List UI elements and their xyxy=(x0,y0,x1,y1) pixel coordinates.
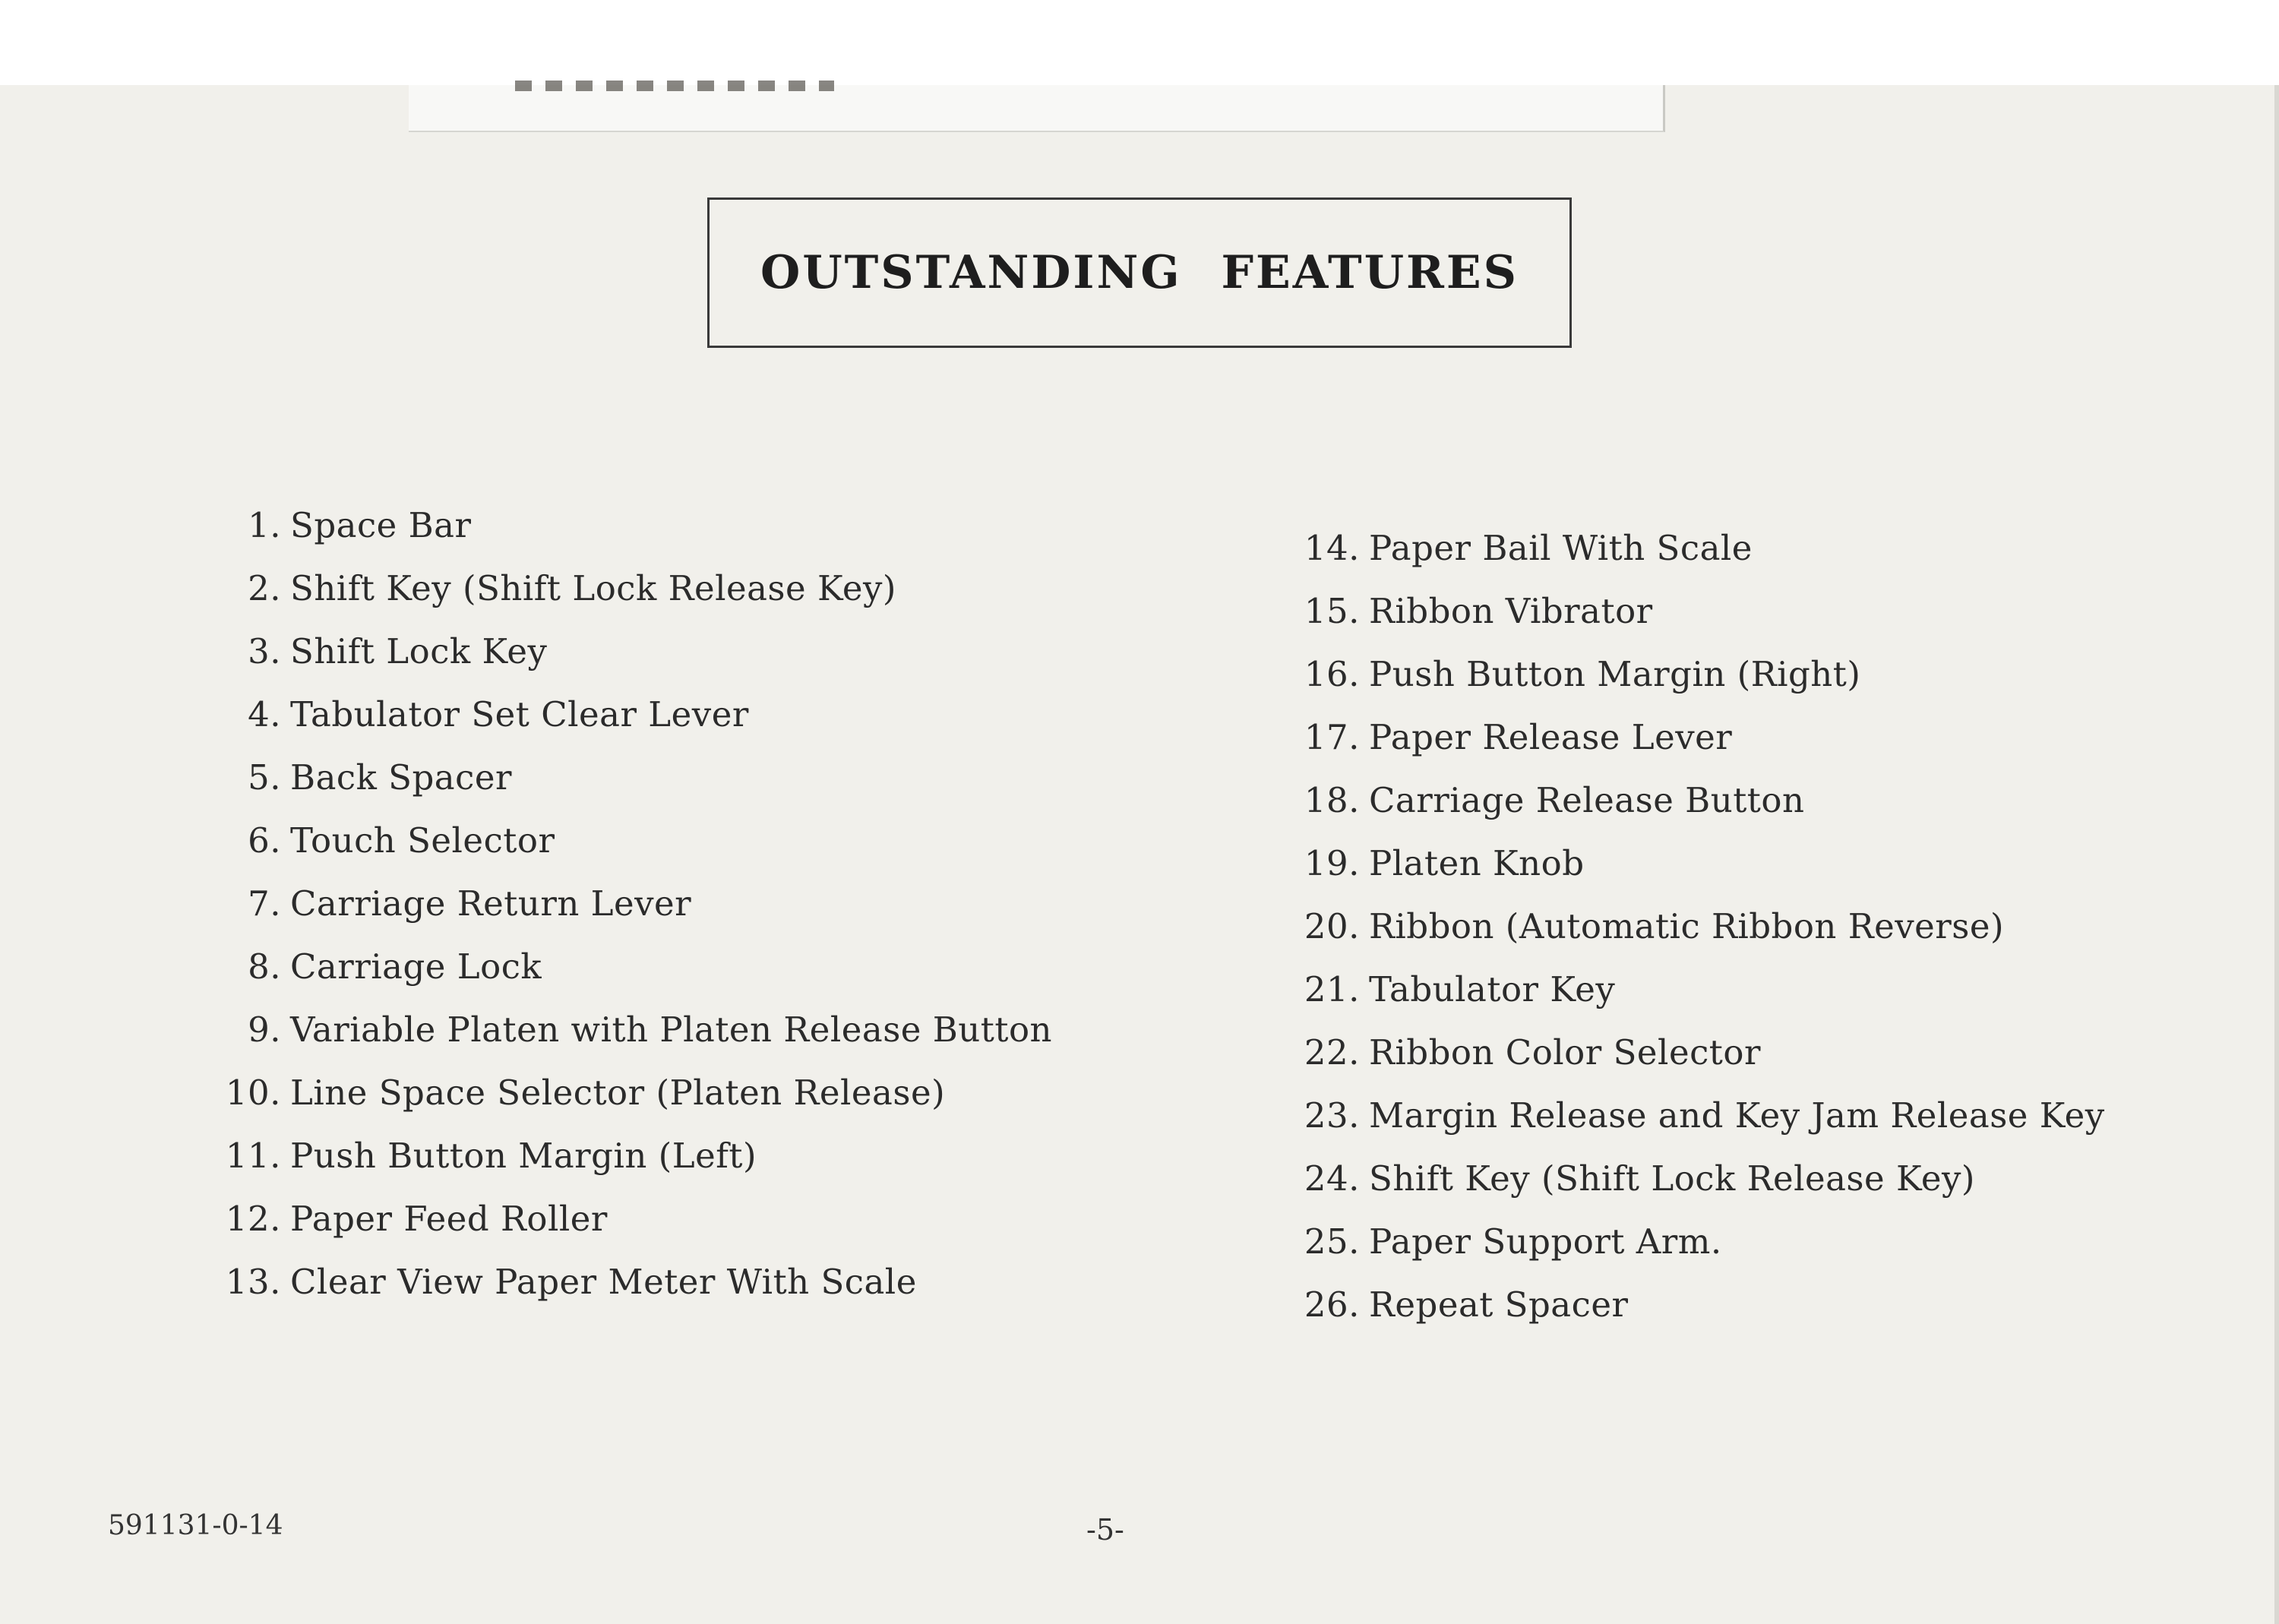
feature-label: Line Space Selector (Platen Release) xyxy=(290,1073,946,1113)
feature-label: Space Bar xyxy=(290,505,472,545)
feature-item xyxy=(1291,832,2105,895)
feature-label: Carriage Lock xyxy=(290,946,542,987)
feature-item xyxy=(1291,1273,2105,1336)
feature-item xyxy=(1291,580,2105,643)
feature-number: 26. xyxy=(1304,1284,1360,1325)
feature-item xyxy=(1291,643,2105,706)
feature-item xyxy=(213,1124,1052,1187)
feature-number: 8. xyxy=(248,946,281,987)
feature-number: 20. xyxy=(1304,906,1360,946)
feature-item xyxy=(213,998,1052,1061)
feature-number: 22. xyxy=(1304,1032,1360,1073)
feature-label: Ribbon (Automatic Ribbon Reverse) xyxy=(1369,906,2005,946)
feature-number: 3. xyxy=(248,631,281,671)
feature-item xyxy=(213,1187,1052,1250)
feature-item xyxy=(213,620,1052,683)
feature-number: 17. xyxy=(1304,717,1360,757)
page-title: OUTSTANDING FEATURES xyxy=(760,246,1519,299)
feature-label: Ribbon Vibrator xyxy=(1369,591,1653,631)
features-list-right xyxy=(1291,517,2105,1336)
document-code: 591131-0-14 xyxy=(108,1510,283,1541)
feature-number: 14. xyxy=(1304,528,1360,568)
slip-typed-text-fragment xyxy=(515,81,834,91)
feature-number: 1. xyxy=(248,505,281,545)
features-list-left xyxy=(213,494,1052,1313)
page-edge xyxy=(2274,85,2279,1624)
feature-item xyxy=(213,872,1052,935)
feature-item xyxy=(1291,895,2105,958)
feature-number: 25. xyxy=(1304,1221,1360,1262)
feature-number: 2. xyxy=(248,568,281,608)
feature-item xyxy=(1291,1147,2105,1210)
feature-number: 12. xyxy=(225,1199,281,1239)
feature-label: Clear View Paper Meter With Scale xyxy=(290,1262,917,1302)
feature-item xyxy=(213,494,1052,557)
feature-label: Paper Support Arm. xyxy=(1369,1221,1722,1262)
feature-item xyxy=(213,1061,1052,1124)
feature-item xyxy=(1291,1084,2105,1147)
feature-number: 5. xyxy=(248,757,281,798)
feature-item xyxy=(213,1250,1052,1313)
attached-paper-slip xyxy=(409,85,1665,132)
feature-label: Shift Key (Shift Lock Release Key) xyxy=(290,568,896,608)
feature-item xyxy=(1291,517,2105,580)
feature-item xyxy=(1291,769,2105,832)
feature-label: Platen Knob xyxy=(1369,843,1585,883)
feature-label: Push Button Margin (Left) xyxy=(290,1136,757,1176)
feature-label: Margin Release and Key Jam Release Key xyxy=(1369,1095,2105,1136)
feature-label: Shift Lock Key xyxy=(290,631,548,671)
manual-page xyxy=(0,85,2279,1624)
feature-item xyxy=(213,809,1052,872)
feature-number: 19. xyxy=(1304,843,1360,883)
feature-number: 10. xyxy=(225,1073,281,1113)
feature-number: 24. xyxy=(1304,1158,1360,1199)
feature-number: 21. xyxy=(1304,969,1360,1009)
page-number: -5- xyxy=(1086,1513,1124,1547)
feature-item xyxy=(1291,706,2105,769)
feature-label: Variable Platen with Platen Release Button xyxy=(290,1009,1053,1050)
feature-number: 16. xyxy=(1304,654,1360,694)
feature-item xyxy=(1291,958,2105,1021)
feature-label: Tabulator Key xyxy=(1369,969,1616,1009)
feature-number: 11. xyxy=(225,1136,281,1176)
feature-number: 6. xyxy=(248,820,281,861)
title-box xyxy=(707,197,1572,348)
feature-number: 4. xyxy=(248,694,281,735)
feature-label: Tabulator Set Clear Lever xyxy=(290,694,749,735)
feature-label: Ribbon Color Selector xyxy=(1369,1032,1761,1073)
feature-label: Shift Key (Shift Lock Release Key) xyxy=(1369,1158,1975,1199)
feature-label: Touch Selector xyxy=(290,820,555,861)
feature-item xyxy=(213,557,1052,620)
feature-label: Push Button Margin (Right) xyxy=(1369,654,1861,694)
feature-label: Paper Feed Roller xyxy=(290,1199,608,1239)
feature-number: 15. xyxy=(1304,591,1360,631)
feature-label: Carriage Release Button xyxy=(1369,780,1805,820)
feature-item xyxy=(1291,1021,2105,1084)
feature-item xyxy=(1291,1210,2105,1273)
feature-label: Paper Release Lever xyxy=(1369,717,1733,757)
feature-label: Repeat Spacer xyxy=(1369,1284,1629,1325)
feature-number: 23. xyxy=(1304,1095,1360,1136)
feature-number: 7. xyxy=(248,883,281,924)
feature-item xyxy=(213,683,1052,746)
feature-item xyxy=(213,746,1052,809)
feature-number: 18. xyxy=(1304,780,1360,820)
feature-label: Carriage Return Lever xyxy=(290,883,692,924)
feature-label: Back Spacer xyxy=(290,757,512,798)
feature-item xyxy=(213,935,1052,998)
feature-number: 13. xyxy=(225,1262,281,1302)
feature-label: Paper Bail With Scale xyxy=(1369,528,1753,568)
feature-number: 9. xyxy=(248,1009,281,1050)
